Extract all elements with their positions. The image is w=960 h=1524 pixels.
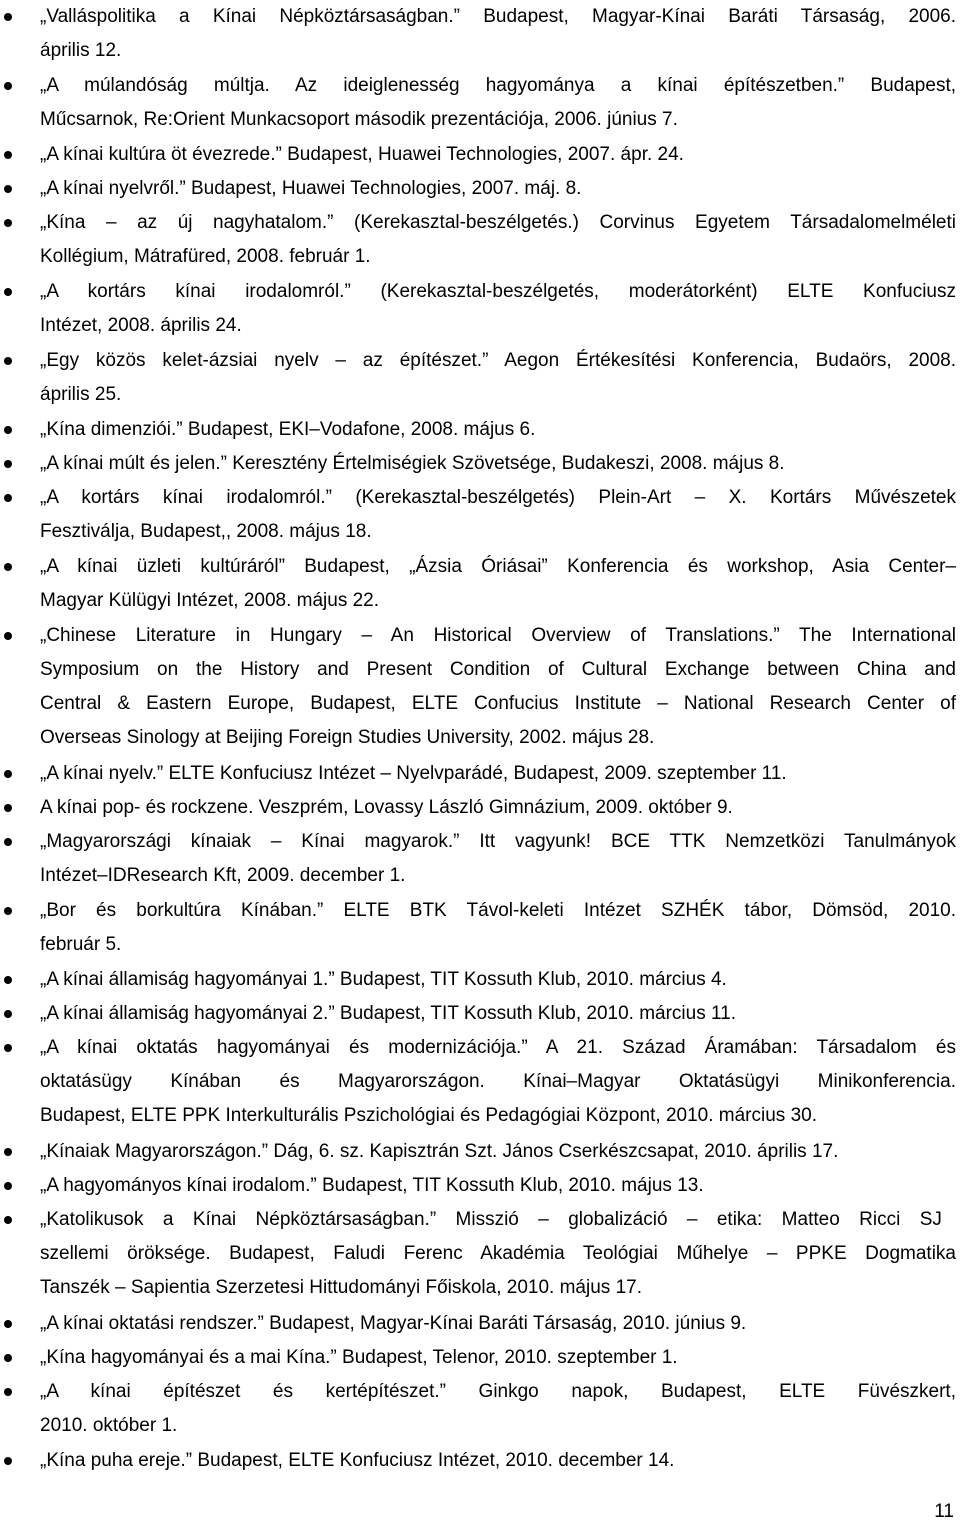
bullet-icon	[4, 1216, 12, 1224]
text-line: Overseas Sinology at Beijing Foreign Studies University, 2002. május 28.	[40, 727, 655, 748]
text-line: „A hagyományos kínai irodalom.” Budapest, TIT Kossuth Klub, 2010. május 13.	[40, 1175, 704, 1196]
list-item-text	[40, 757, 956, 791]
list-item-text	[40, 447, 956, 481]
text-line: Intézet, 2008. április 24.	[40, 315, 242, 336]
text-line: „Magyarországi kínaiak – Kínai magyarok.” Itt vagyunk! BCE TTK Nemzetközi Tanulmányok	[40, 831, 956, 852]
text-line: Kollégium, Mátrafüred, 2008. február 1.	[40, 246, 371, 267]
page-number: 11	[934, 1501, 954, 1522]
text-line: „Kína hagyományai és a mai Kína.” Budapest, Telenor, 2010. szeptember 1.	[40, 1347, 678, 1368]
text-line: Magyar Külügyi Intézet, 2008. május 22.	[40, 590, 380, 611]
text-line: „A kínai építészet és kertépítészet.” Ginkgo napok, Budapest, ELTE Füvészkert,	[40, 1381, 956, 1402]
text-line: „Valláspolitika a Kínai Népköztársaságban.” Budapest, Magyar-Kínai Baráti Társaság, 2006.	[40, 6, 956, 27]
text-line: „A kínai üzleti kultúráról” Budapest, „Ázsia Óriásai” Konferencia és workshop, Asia Center–	[40, 556, 956, 577]
bullet-icon	[4, 357, 12, 365]
text-line: „A kínai nyelv.” ELTE Konfuciusz Intézet – Nyelvparádé, Budapest, 2009. szeptember 11.	[40, 763, 787, 784]
bullet-icon	[4, 770, 12, 778]
text-line: „A kortárs kínai irodalomról.” (Kerekasztal-beszélgetés) Plein-Art – X. Kortárs Művészetek	[40, 487, 956, 508]
list-item-text	[40, 172, 956, 206]
text-line: „A kínai oktatási rendszer.” Budapest, Magyar-Kínai Baráti Társaság, 2010. június 9.	[40, 1313, 747, 1334]
bullet-icon	[4, 1182, 12, 1190]
text-line: „Kína dimenziói.” Budapest, EKI–Vodafone, 2008. május 6.	[40, 419, 536, 440]
bullet-icon	[4, 1388, 12, 1396]
list-item-text	[40, 1444, 956, 1478]
bullet-icon	[4, 1457, 12, 1465]
text-line: „A kínai nyelvről.” Budapest, Huawei Technologies, 2007. máj. 8.	[40, 178, 582, 199]
text-line: „A kortárs kínai irodalomról.” (Kerekasztal-beszélgetés, moderátorként) ELTE Konfuciusz	[40, 281, 956, 302]
list-item-text	[40, 206, 956, 274]
list-item-text	[40, 1203, 956, 1305]
text-line: „Egy közös kelet-ázsiai nyelv – az építészet.” Aegon Értékesítési Konferencia, Budaörs, 2008.	[40, 350, 956, 371]
list-item-text	[40, 894, 956, 962]
bullet-icon	[4, 494, 12, 502]
list-item-text	[40, 825, 956, 893]
text-line: szellemi öröksége. Budapest, Faludi Ferenc Akadémia Teológiai Műhelye – PPKE Dogmatika	[40, 1243, 956, 1264]
bullet-icon	[4, 219, 12, 227]
list-item-text	[40, 481, 956, 549]
list-item-text	[40, 138, 956, 172]
text-line: Central & Eastern Europe, Budapest, ELTE Confucius Institute – National Research Center of	[40, 693, 956, 714]
bullet-icon	[4, 151, 12, 159]
list-item-text	[40, 0, 956, 68]
bullet-icon	[4, 82, 12, 90]
text-line: február 5.	[40, 934, 122, 955]
list-item-text	[40, 1307, 956, 1341]
list-item-text	[40, 413, 956, 447]
list-item-text	[40, 1375, 956, 1443]
text-line: „A kínai oktatás hagyományai és modernizációja.” A 21. Század Áramában: Társadalom és	[40, 1037, 956, 1058]
bullet-icon	[4, 1148, 12, 1156]
bullet-icon	[4, 13, 12, 21]
bullet-icon	[4, 1320, 12, 1328]
bullet-icon	[4, 838, 12, 846]
bullet-icon	[4, 907, 12, 915]
bullet-icon	[4, 976, 12, 984]
text-line: Intézet–IDResearch Kft, 2009. december 1.	[40, 865, 406, 886]
text-line: „Kínaiak Magyarországon.” Dág, 6. sz. Kapisztrán Szt. János Cserkészcsapat, 2010. április 17.	[40, 1141, 839, 1162]
text-line: oktatásügy Kínában és Magyarországon. Kínai–Magyar Oktatásügyi Minikonferencia.	[40, 1071, 956, 1092]
bullet-icon	[4, 563, 12, 571]
bullet-icon	[4, 804, 12, 812]
text-line: „A kínai kultúra öt évezrede.” Budapest, Huawei Technologies, 2007. ápr. 24.	[40, 144, 684, 165]
bullet-icon	[4, 1354, 12, 1362]
list-item-text	[40, 997, 956, 1031]
bullet-icon	[4, 632, 12, 640]
text-line: április 12.	[40, 40, 122, 61]
text-line: Symposium on the History and Present Condition of Cultural Exchange between China and	[40, 659, 956, 680]
text-line: „Kína puha ereje.” Budapest, ELTE Konfuciusz Intézet, 2010. december 14.	[40, 1450, 675, 1471]
bullet-icon	[4, 185, 12, 193]
list-item-text	[40, 69, 956, 137]
text-line: „A kínai államiság hagyományai 2.” Budapest, TIT Kossuth Klub, 2010. március 11.	[40, 1003, 736, 1024]
bullet-icon	[4, 1010, 12, 1018]
text-line: „Chinese Literature in Hungary – An Historical Overview of Translations.” The International	[40, 625, 956, 646]
list-item-text	[40, 1341, 956, 1375]
text-line: „Bor és borkultúra Kínában.” ELTE BTK Távol-keleti Intézet SZHÉK tábor, Dömsöd, 2010.	[40, 900, 956, 921]
text-line: Műcsarnok, Re:Orient Munkacsoport második prezentációja, 2006. június 7.	[40, 109, 678, 130]
list-item-text	[40, 344, 956, 412]
bullet-icon	[4, 288, 12, 296]
list-item-text	[40, 791, 956, 825]
text-line: „A múlandóság múltja. Az ideiglenesség hagyománya a kínai építészetben.” Budapest,	[40, 75, 956, 96]
text-line: 2010. október 1.	[40, 1415, 178, 1436]
list-item-text	[40, 619, 956, 755]
text-line: „Katolikusok a Kínai Népköztársaságban.” Misszió – globalizáció – etika: Matteo Ricci SJ	[40, 1209, 942, 1230]
list-item-text	[40, 963, 956, 997]
list-item-text	[40, 550, 956, 618]
text-line: „Kína – az új nagyhatalom.” (Kerekasztal-beszélgetés.) Corvinus Egyetem Társadalomelméleti	[40, 212, 956, 233]
text-line: A kínai pop- és rockzene. Veszprém, Lovassy László Gimnázium, 2009. október 9.	[40, 797, 733, 818]
text-line: Tanszék – Sapientia Szerzetesi Hittudományi Főiskola, 2010. május 17.	[40, 1277, 642, 1298]
bullet-icon	[4, 460, 12, 468]
list-item-text	[40, 1169, 956, 1203]
list-item-text	[40, 1135, 956, 1169]
text-line: Budapest, ELTE PPK Interkulturális Pszichológiai és Pedagógiai Központ, 2010. március 30.	[40, 1105, 817, 1126]
text-line: „A kínai múlt és jelen.” Keresztény Értelmiségiek Szövetsége, Budakeszi, 2008. május 8.	[40, 453, 785, 474]
list-item-text	[40, 1031, 956, 1133]
text-line: Fesztiválja, Budapest,, 2008. május 18.	[40, 521, 372, 542]
text-line: április 25.	[40, 384, 122, 405]
text-line: „A kínai államiság hagyományai 1.” Budapest, TIT Kossuth Klub, 2010. március 4.	[40, 969, 727, 990]
bullet-icon	[4, 1044, 12, 1052]
bullet-icon	[4, 426, 12, 434]
list-item-text	[40, 275, 956, 343]
